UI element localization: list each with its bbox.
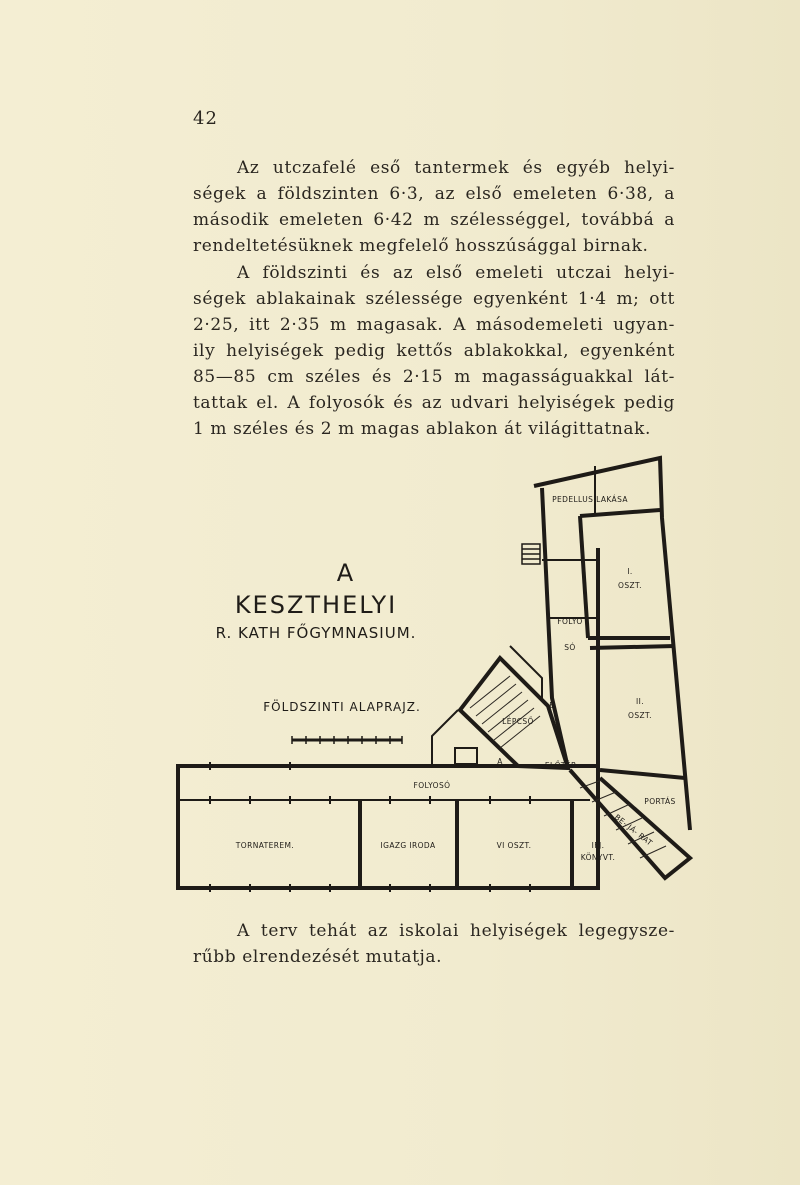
floor-plan-drawing [170,448,710,900]
paragraph-2 [193,260,675,442]
room-label-folyoso: FOLYOSÓ [413,781,451,790]
room-label-ifj: IFJ. [591,841,605,850]
room-label-so: SÓ [564,643,576,652]
room-label-pedellus: PEDELLUS LAKÁSA [552,495,628,504]
room-label-lepcso: LÉPCSŐ [502,717,534,726]
paragraph-line: 85—85 cm széles és 2·15 m magasságuakkal lát- [193,367,675,387]
stair-block [432,646,568,768]
paragraph-line: A földszinti és az első emeleti utczai helyi- [237,263,675,283]
paragraph-3 [193,918,675,970]
room-label-bejarat: BE- JÁ- RAT [612,812,655,848]
paragraph-line: 1 m széles és 2 m magas ablakon át világittatnak. [193,419,652,439]
paragraph-1 [193,155,675,259]
room-label-konyvt: KÖNYVT. [580,853,616,862]
paragraph-line: A terv tehát az iskolai helyiségek legegysze- [237,921,675,941]
plan-caption: FÖLDSZINTI ALAPRAJZ. [263,700,421,714]
room-label-igazg-iroda: IGAZG IRODA [380,841,436,850]
room-label-portas: PORTÁS [644,797,676,806]
paragraph-line: rűbb elrendezését mutatja. [193,947,443,967]
room-label-oszt1-num: I. [627,567,633,576]
room-label-eloter: ELŐTÉR. [544,761,580,770]
paragraph-line: ségek a földszinten 6·3, az első emeleten 6·38, a [193,184,675,204]
room-label-folyo: FOLYO [557,617,583,626]
floor-plan-figure [170,448,710,900]
plan-title-main: KESZTHELYI [234,591,398,619]
room-label-oszt2: OSZT. [628,711,652,720]
vertical-wing-walls [534,458,690,830]
room-label-oszt1: OSZT. [618,581,642,590]
paragraph-line: tattak el. A folyosók és az udvari helyiségek pedig [193,393,675,413]
room-label-tornaterem: TORNATEREM. [235,841,295,850]
plan-title-a: A [336,559,356,587]
paragraph-line: ily helyiségek pedig kettős ablakokkal, egyenként [193,341,675,361]
plan-title-sub: R. KATH FŐGYMNASIUM. [215,624,417,642]
paragraph-line: második emeleten 6·42 m szélességgel, továbbá a [193,210,675,230]
paragraph-line: Az utczafelé eső tantermek és egyéb helyi- [237,158,675,178]
paragraph-line: ségek ablakainak szélessége egyenként 1·4 m; ott [193,289,675,309]
side-stair [522,544,540,564]
paragraph-line: rendeltetésüknek megfelelő hosszúsággal birnak. [193,236,649,256]
bottom-wing-walls [178,762,598,892]
room-label-vi-oszt: VI OSZT. [496,841,532,850]
scale-bar [292,736,402,744]
paragraph-line: 2·25, itt 2·35 m magasak. A másodemeleti ugyan- [193,315,675,335]
room-label-oszt2-num: II. [635,697,645,706]
room-mark-b: B [549,701,555,710]
room-mark-a: A [497,757,503,766]
page-number: 42 [193,108,218,129]
